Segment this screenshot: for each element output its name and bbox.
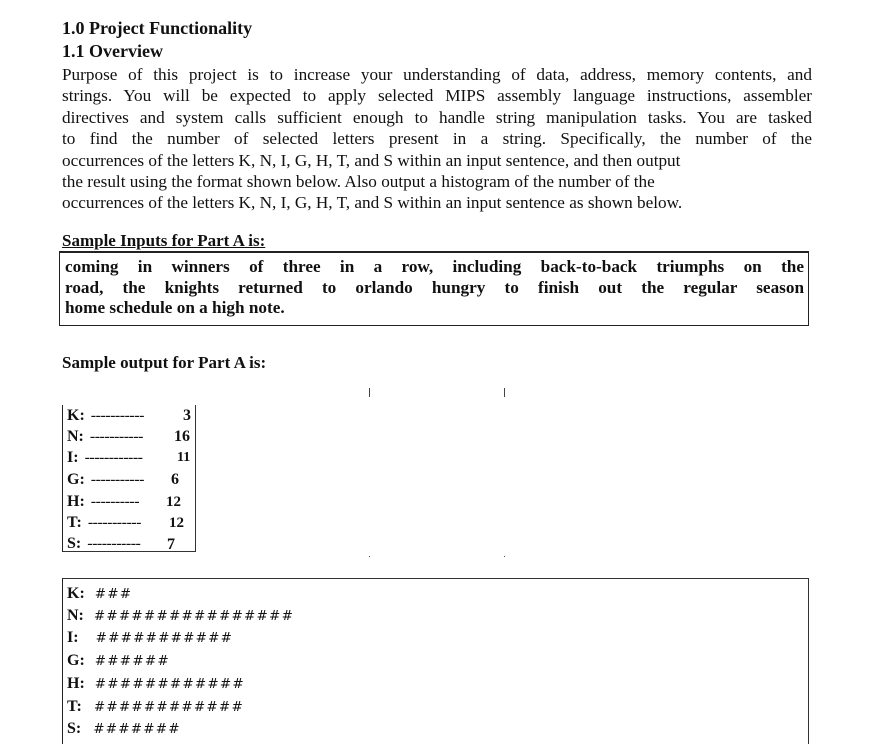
histogram-bar: ### <box>94 586 133 602</box>
sample-output-label: Sample output for Part A is: <box>62 353 267 372</box>
histogram-row <box>67 605 294 627</box>
count-value: 7 <box>167 536 175 553</box>
count-letter: T: <box>67 514 82 531</box>
histogram-letter: K: <box>67 585 85 602</box>
subsection-heading: 1.1 Overview <box>62 41 163 61</box>
count-letter: S: <box>67 535 82 552</box>
count-value: 6 <box>171 471 179 488</box>
count-dashes: ----------- <box>90 407 144 424</box>
histogram-row <box>67 673 245 695</box>
histogram-row <box>67 696 244 718</box>
paragraph-line: the result using the format shown below. Also output a histogram of the number of the <box>62 172 655 192</box>
count-row <box>67 447 143 469</box>
scan-tick-mark <box>369 556 370 557</box>
paragraph-line: Purpose of this project is to increase your understanding of data, address, memory contents, and <box>62 65 812 84</box>
count-dashes: ----------- <box>90 471 144 488</box>
paragraph-line: occurrences of the letters K, N, I, G, H, T, and S within an input sentence as shown below. <box>62 193 683 213</box>
count-letter: I: <box>67 449 79 466</box>
histogram-letter: N: <box>67 607 84 624</box>
histogram-bar: ################ <box>93 608 295 624</box>
histogram-bar: ############ <box>94 676 245 692</box>
sample-input-line: home schedule on a high note. <box>65 298 285 317</box>
sample-input-line: road, the knights returned to orlando hungry to finish out the regular season <box>65 277 804 297</box>
count-row <box>67 512 141 534</box>
count-letter: G: <box>67 471 85 488</box>
section-heading: 1.0 Project Functionality <box>62 18 253 38</box>
paragraph-line: to find the number of selected letters present in a string. Specifically, the number of the <box>62 129 812 149</box>
count-output-table <box>62 405 196 552</box>
histogram-letter: T: <box>67 698 82 715</box>
paragraph-line: occurrences of the letters K, N, I, G, H, T, and S within an input sentence, and then output <box>62 150 681 170</box>
sample-inputs-label: Sample Inputs for Part A is: <box>62 231 266 250</box>
histogram-row <box>67 627 233 649</box>
scan-tick-mark <box>504 388 505 397</box>
histogram-letter: S: <box>67 720 82 737</box>
histogram-bar: ###### <box>94 653 170 669</box>
histogram-output <box>62 578 809 744</box>
histogram-bar: ####### <box>93 721 181 737</box>
histogram-letter: H: <box>67 675 85 692</box>
histogram-bar: ########### <box>95 630 234 646</box>
count-row <box>67 405 144 427</box>
count-value: 12 <box>169 515 184 531</box>
count-value: 16 <box>174 428 190 445</box>
histogram-bar: ############ <box>93 699 244 715</box>
scan-tick-mark <box>504 556 505 557</box>
count-dashes: ----------- <box>89 428 143 445</box>
histogram-letter: G: <box>67 652 85 669</box>
count-row <box>67 491 139 513</box>
count-row <box>67 426 143 448</box>
paragraph-line: directives and system calls sufficient enough to handle string manipulation tasks. You are tasked <box>62 107 812 127</box>
histogram-letter: I: <box>67 629 79 646</box>
count-letter: H: <box>67 493 85 510</box>
histogram-row <box>67 583 132 605</box>
count-letter: K: <box>67 407 85 424</box>
count-value: 11 <box>177 450 191 465</box>
count-dashes: ----------- <box>87 535 141 552</box>
count-value: 12 <box>166 494 181 510</box>
count-dashes: ---------- <box>90 493 140 510</box>
histogram-row <box>67 650 170 672</box>
count-dashes: ----------- <box>87 514 141 531</box>
overview-paragraph <box>62 64 812 214</box>
sample-input-line: coming in winners of three in a row, including back-to-back triumphs on the <box>65 257 804 276</box>
sample-input-box <box>59 251 809 326</box>
paragraph-line: strings. You will be expected to apply selected MIPS assembly language instructions, assembler <box>62 86 812 106</box>
count-letter: N: <box>67 428 84 445</box>
count-value: 3 <box>183 407 191 424</box>
histogram-row <box>67 718 181 740</box>
count-dashes: ------------ <box>84 449 143 466</box>
count-row <box>67 533 140 555</box>
count-row <box>67 469 144 491</box>
scan-tick-mark <box>369 388 370 397</box>
